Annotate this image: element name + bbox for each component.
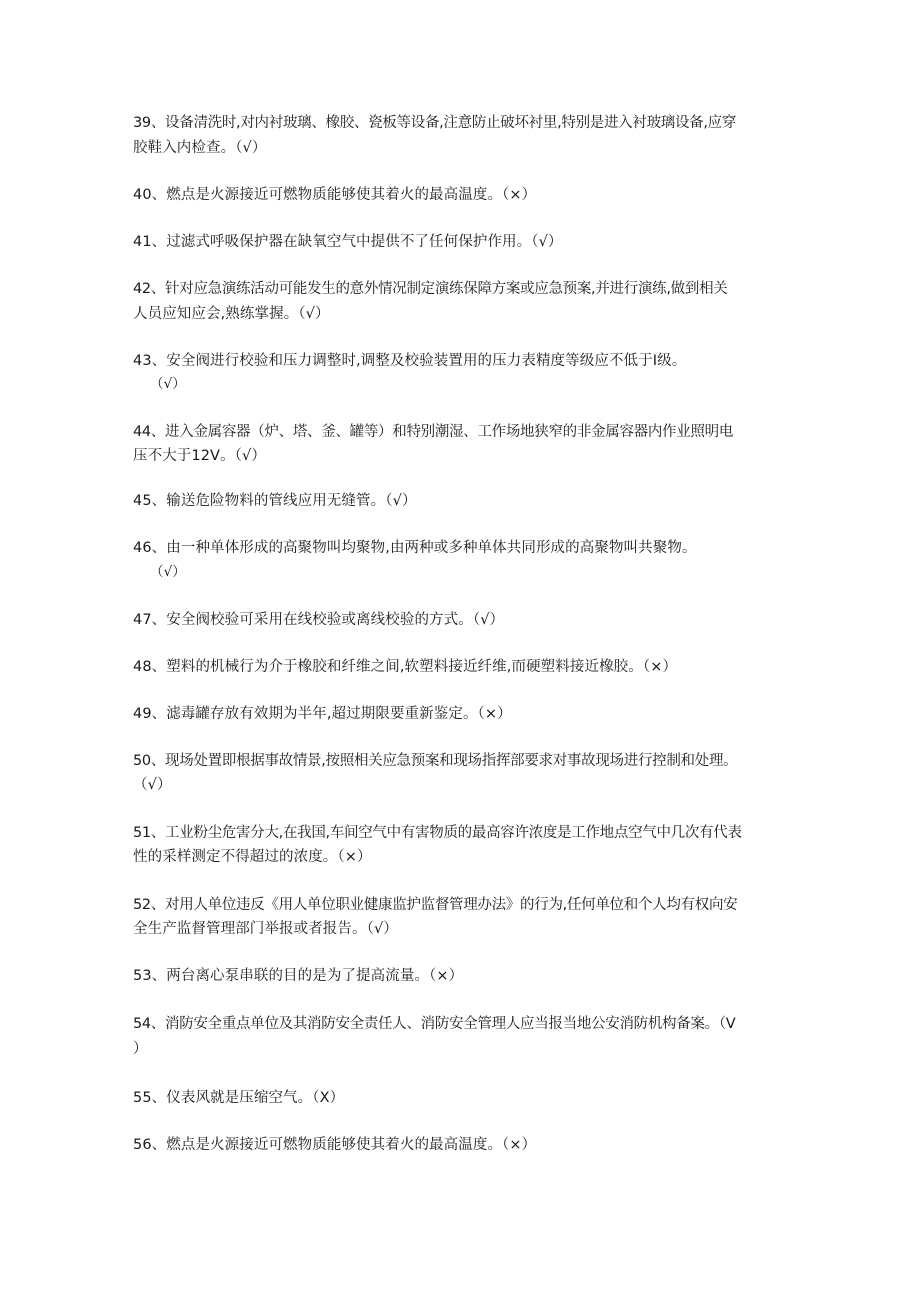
item-42-line-1: 42、针对应急演练活动可能发生的意外情况制定演练保障方案或应急预案,并进行演练,做到相关 xyxy=(133,281,728,297)
item-47-line-1: 47、安全阀校验可采用在线校验或离线校验的方式。（√） xyxy=(133,612,505,628)
item-52-line-1: 52、对用人单位违反《用人单位职业健康监护监督管理办法》的行为,任何单位和个人均有权向安 xyxy=(133,897,738,913)
item-46-line-1: 46、由一种单体形成的高聚物叫均聚物,由两种或多种单体共同形成的高聚物叫共聚物。 xyxy=(133,540,697,556)
item-56-line-1: 56、燃点是火源接近可燃物质能够使其着火的最高温度。（×） xyxy=(133,1137,537,1153)
item-48-line-1: 48、塑料的机械行为介于橡胶和纤维之间,软塑料接近纤维,而硬塑料接近橡胶。（×） xyxy=(133,659,678,675)
item-43-line-1: 43、安全阀进行校验和压力调整时,调整及校验装置用的压力表精度等级应不低于Ⅰ级。 xyxy=(133,353,687,369)
item-52-line-2: 全生产监督管理部门举报或者报告。（√） xyxy=(133,921,398,937)
item-39-line-1: 39、设备清洗时,对内衬玻璃、橡胶、瓷板等设备,注意防止破坏衬里,特别是进入衬玻璃设备,应穿 xyxy=(133,115,737,131)
item-40-line-1: 40、燃点是火源接近可燃物质能够使其着火的最高温度。（×） xyxy=(133,187,537,203)
item-41-line-1: 41、过滤式呼吸保护器在缺氧空气中提供不了任何保护作用。（√） xyxy=(133,234,563,250)
item-51-line-2: 性的采样测定不得超过的浓度。（×） xyxy=(133,849,372,865)
item-44-line-2: 压不大于12V。（√） xyxy=(133,448,266,464)
item-54-line-1: 54、消防安全重点单位及其消防安全责任人、消防安全管理人应当报当地公安消防机构备案。（V xyxy=(133,1016,736,1032)
item-42-line-2: 人员应知应会,熟练掌握。（√） xyxy=(133,306,330,322)
item-50-line-2: （√） xyxy=(133,777,172,793)
item-44-line-1: 44、进入金属容器（炉、塔、釜、罐等）和特别潮湿、工作场地狭窄的非金属容器内作业照明电 xyxy=(133,424,734,440)
item-46-line-2: （√） xyxy=(150,564,186,580)
item-51-line-1: 51、工业粉尘危害分大,在我国,车间空气中有害物质的最高容许浓度是工作地点空气中几次有代表 xyxy=(133,825,742,841)
item-39-line-2: 胶鞋入内检查。（√） xyxy=(133,140,267,156)
item-54-line-2: ） xyxy=(133,1041,148,1057)
item-55-line-1: 55、仪表风就是压缩空气。（X） xyxy=(133,1090,345,1106)
item-43-line-2: （√） xyxy=(150,376,186,392)
item-53-line-1: 53、两台离心泵串联的目的是为了提高流量。（×） xyxy=(133,968,464,984)
item-50-line-1: 50、现场处置即根据事故情景,按照相关应急预案和现场指挥部要求对事故现场进行控制和处理。 xyxy=(133,753,738,769)
item-45-line-1: 45、输送危险物料的管线应用无缝管。（√） xyxy=(133,493,417,509)
item-49-line-1: 49、滤毒罐存放有效期为半年,超过期限要重新鉴定。（×） xyxy=(133,706,512,722)
